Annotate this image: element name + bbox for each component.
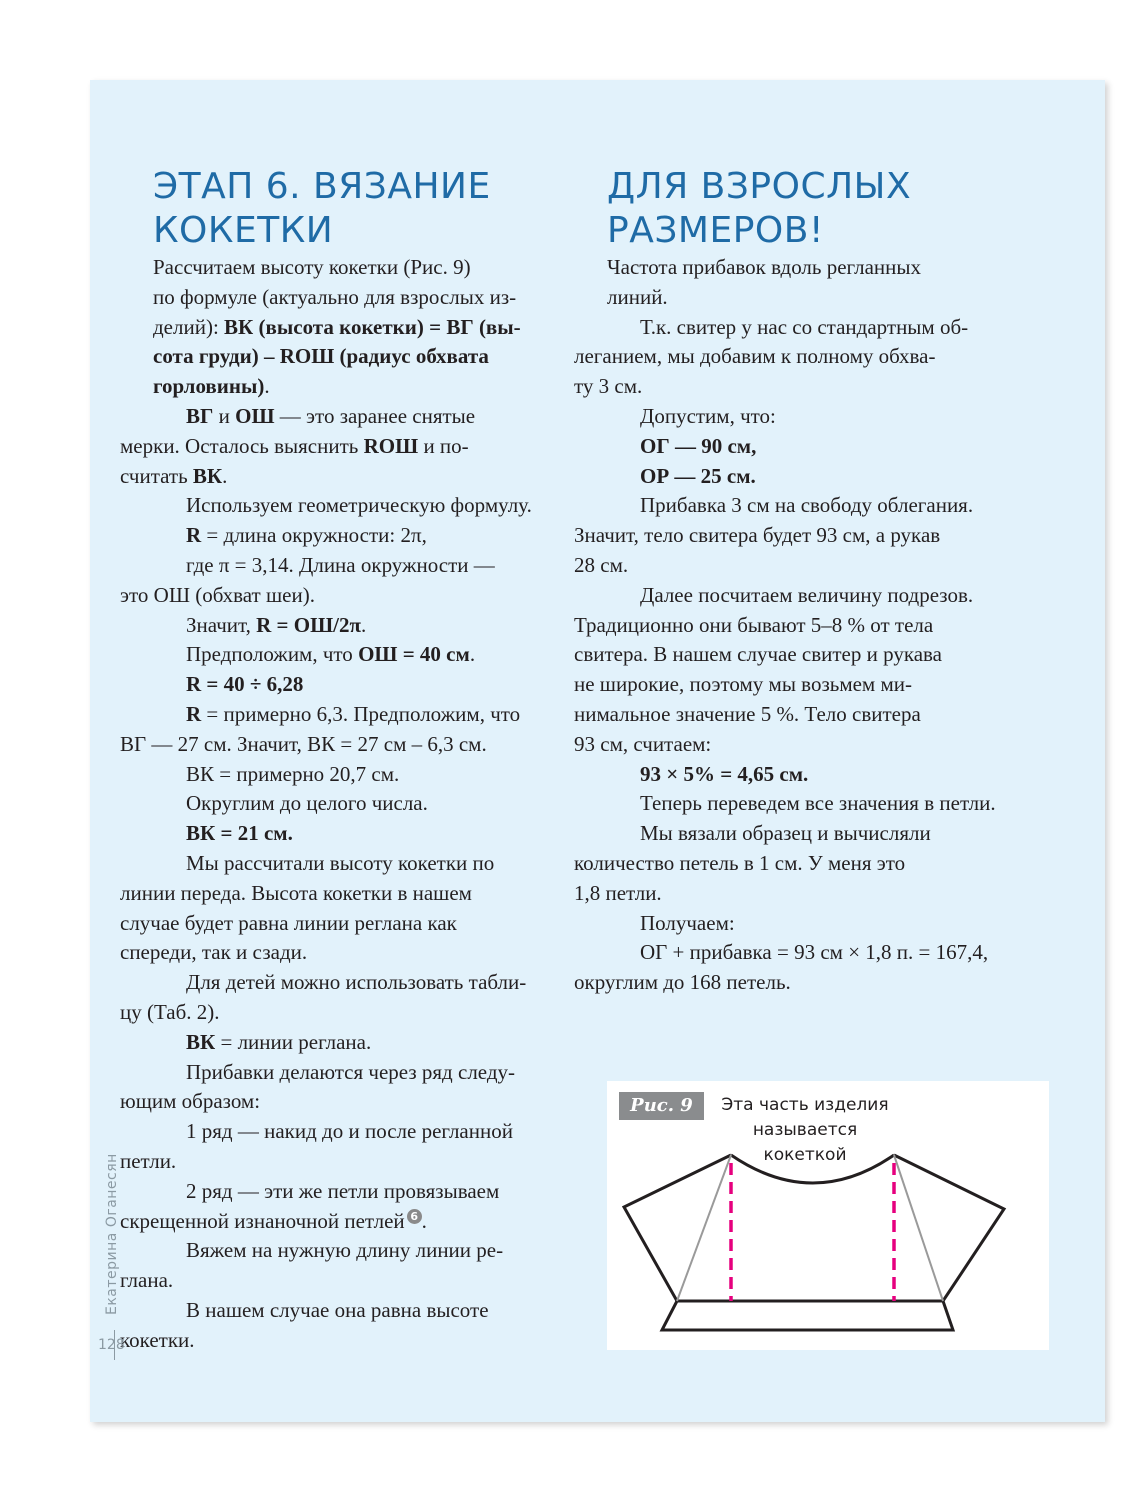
paragraph: ВГ и ОШ — это заранее снятые мерки. Осталось выяснить RОШ и по- считать ВК. bbox=[120, 403, 476, 488]
left-heading bbox=[153, 165, 491, 253]
sweater-band bbox=[662, 1301, 953, 1330]
paragraph: Теперь переведем все значения в петли. bbox=[640, 791, 996, 816]
paragraph: ОГ — 90 см, bbox=[640, 433, 757, 458]
paragraph: Т.к. свитер у нас со стандартным об- леганием, мы добавим к полному обхва- ту 3 см. bbox=[574, 314, 969, 399]
paragraph: ОР — 25 см. bbox=[640, 463, 756, 488]
paragraph: ВК = линии реглана. bbox=[186, 1029, 372, 1054]
paragraph: Значит, R = ОШ/2π. bbox=[186, 612, 367, 637]
right-column bbox=[574, 253, 1037, 998]
paragraph: 1 ряд — накид до и после регланной петли. bbox=[120, 1119, 513, 1173]
paragraph: 2 ряд — эти же петли провязываем скрещенной изнаночной петлей 6 . bbox=[120, 1178, 500, 1233]
paragraph: Округлим до целого числа. bbox=[186, 791, 428, 816]
paragraph: Прибавки делаются через ряд следу- ющим образом: bbox=[120, 1059, 516, 1114]
paragraph: Мы рассчитали высоту кокетки по линии переда. Высота кокетки в нашем случае будет равна линии реглана как спереди, так и сзади. bbox=[120, 850, 495, 965]
left-heading-line: ЭТАП 6. ВЯЗАНИЕ bbox=[153, 166, 491, 207]
author-name: Екатерина Оганесян bbox=[104, 1153, 120, 1315]
paragraph: 93 × 5% = 4,65 см. bbox=[640, 761, 809, 786]
paragraph: Вяжем на нужную длину линии ре- глана. bbox=[120, 1238, 504, 1293]
paragraph: Получаем: bbox=[640, 910, 735, 935]
paragraph: В нашем случае она равна высоте кокетки. bbox=[120, 1297, 489, 1352]
paragraph: Далее посчитаем величину подрезов. Традиционно они бывают 5–8 % от тела свитера. В нашем случае свитер и рукава не широкие, поэтому мы возьмем ми- нимальное значение 5 %. Тело свитера 93 см, считаем: bbox=[574, 582, 974, 756]
paragraph: где π = 3,14. Длина окружности — это ОШ (обхват шеи). bbox=[120, 552, 495, 607]
paragraph: R = примерно 6,3. Предположим, что ВГ — 27 см. Значит, ВК = 27 см – 6,3 см. bbox=[120, 701, 521, 756]
paragraph: Предположим, что ОШ = 40 см. bbox=[186, 642, 476, 667]
paragraph: Рассчитаем высоту кокетки (Рис. 9) по формуле (актуально для взрослых из- делий): ВК (высота кокетки) = ВГ (вы- сота груди) – RОШ (радиус обхвата горловины). bbox=[153, 255, 521, 399]
figure-caption: Эта часть изделия называется кокеткой bbox=[721, 1095, 889, 1165]
right-heading-line: ДЛЯ ВЗРОСЛЫХ bbox=[607, 166, 912, 207]
paragraph: Прибавка 3 см на свободу облегания. Значит, тело свитера будет 93 см, а рукав 28 см. bbox=[574, 493, 974, 577]
paragraph: Допустим, что: bbox=[640, 403, 776, 428]
paragraph: Частота прибавок вдоль регланных линий. bbox=[607, 255, 921, 309]
paragraph: Для детей можно использовать табли- цу (Таб. 2). bbox=[120, 970, 527, 1024]
left-column bbox=[120, 253, 573, 1355]
paragraph: ВК = примерно 20,7 см. bbox=[186, 761, 400, 786]
paragraph: Используем геометрическую формулу. bbox=[186, 493, 532, 518]
left-heading-line: КОКЕТКИ bbox=[153, 210, 334, 251]
sweater-outline bbox=[624, 1155, 1004, 1301]
figure-yoke bbox=[607, 1081, 1049, 1350]
figure-label: Рис. 9 bbox=[619, 1092, 704, 1120]
right-heading-line: РАЗМЕРОВ! bbox=[607, 210, 824, 251]
paragraph: ВК = 21 см. bbox=[186, 821, 293, 846]
page-number: 128 bbox=[98, 1337, 125, 1353]
right-heading bbox=[607, 165, 911, 253]
paragraph: ОГ + прибавка = 93 см × 1,8 п. = 167,4, округлим до 168 петель. bbox=[574, 940, 989, 995]
footnote-marker[interactable]: 6 bbox=[407, 1209, 422, 1224]
paragraph: R = длина окружности: 2π, bbox=[186, 523, 427, 548]
paragraph: Мы вязали образец и вычисляли количество петель в 1 см. У меня это 1,8 петли. bbox=[574, 821, 931, 905]
paragraph: R = 40 ÷ 6,28 bbox=[186, 672, 304, 697]
